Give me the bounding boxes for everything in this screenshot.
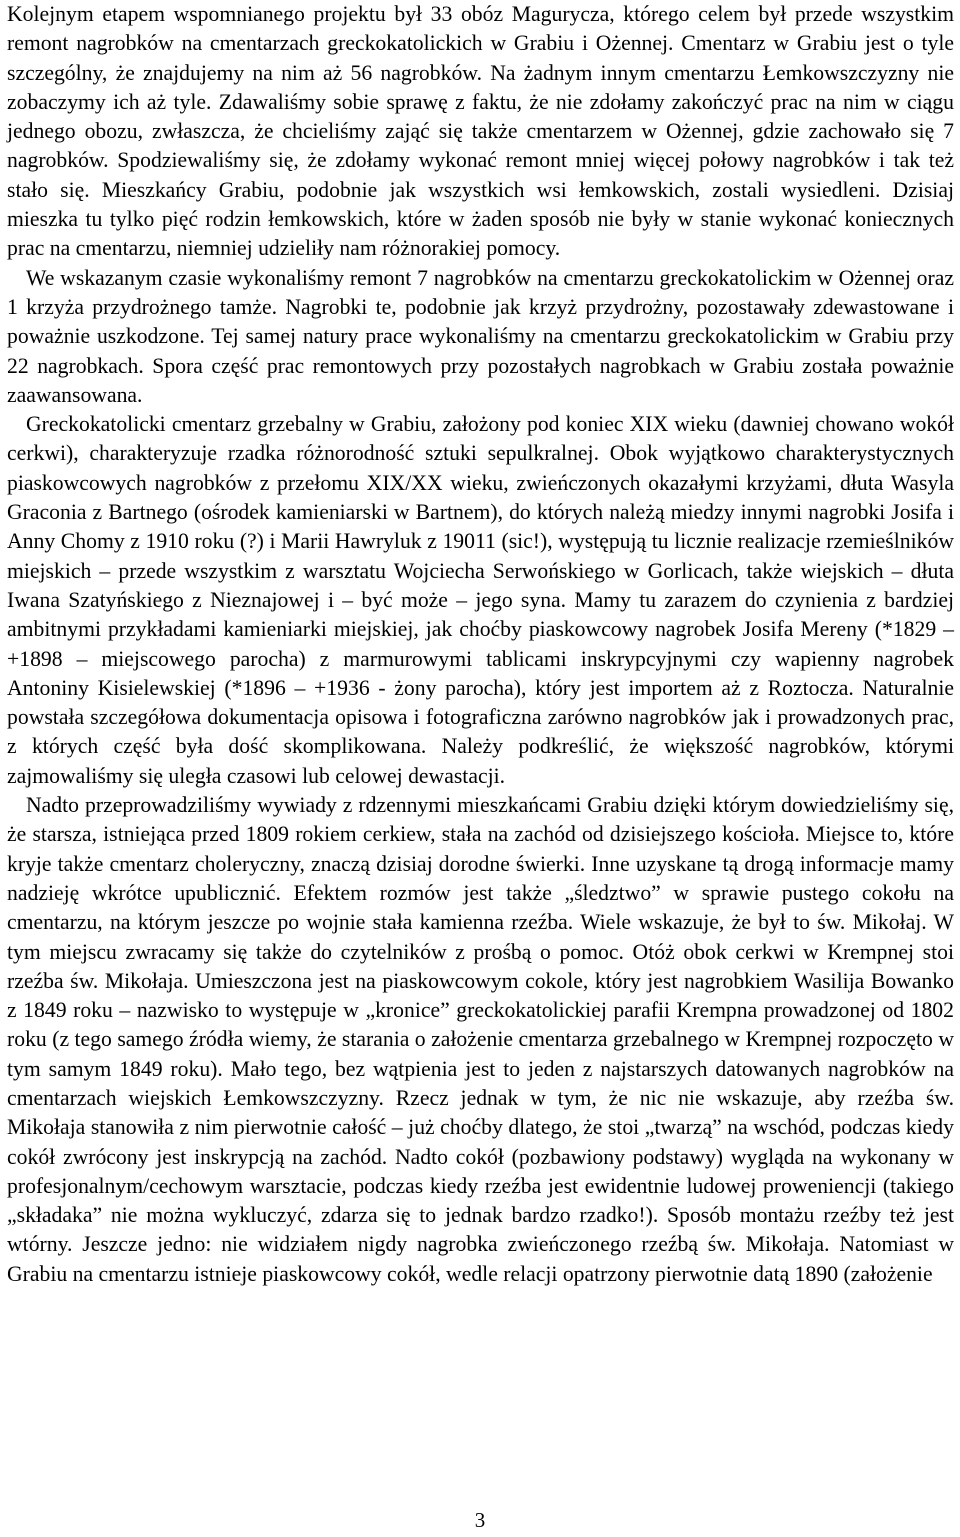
paragraph-works: We wskazanym czasie wykonaliśmy remont 7 nagrobków na cmentarzu greckokatolickim w Ożennej oraz 1 krzyża przydrożnego tamże. Nagrobki te, podobnie jak krzyż przydrożny, pozostawały zdewastowane i poważnie uszkodzone. Tej samej natury prace wykonaliśmy na cmentarzu greckokatolickim w Grabiu przy 22 nagrobkach. Spora część prac remontowych przy pozostałych nagrobkach w Grabiu została poważnie zaawansowana. xyxy=(7,265,954,407)
paragraph-cemetery: Greckokatolicki cmentarz grzebalny w Grabiu, założony pod koniec XIX wieku (dawniej chowano wokół cerkwi), charakteryzuje rzadka różnorodność sztuki sepulkralnej. Obok wyjątkowo charakterystycznych piaskowcowych nagrobków z przełomu XIX/XX wieku, zwieńczonych okazałymi krzyżami, dłuta Wasyla Graconia z Bartnego (ośrodek kamieniarski w Bartnem), do których należą miedzy innymi nagrobki Josifa i Anny Chomy z 1910 roku (?) i Marii Hawryluk z 19011 (sic!), występują tu licznie realizacje rzemieślników miejskich – przede wszystkim z warsztatu Wojciecha Serwońskiego w Gorlicach, także wiejskich – dłuta Iwana Szatyńskiego z Nieznajowej i – być może – jego syna. Mamy tu zarazem do czynienia z bardziej ambitnymi przykładami kamieniarki miejskiej, jak choćby piaskowcowy nagrobek Josifa Mereny (*1829 – +1898 – miejscowego parocha) z marmurowymi tablicami inskrypcyjnymi czy wapienny nagrobek Antoniny Kisielewskiej (*1896 – +1936 - żony parocha), który jest importem aż z Roztocza. Naturalnie powstała szczegółowa dokumentacja opisowa i fotograficzna zarówno nagrobków jak i prowadzonych prac, z których część była dość skomplikowana. Należy podkreślić, że większość nagrobków, którymi zajmowaliśmy się uległa czasowi lub celowej dewastacji. xyxy=(7,412,954,788)
paragraph-intro: Kolejnym etapem wspomnianego projektu był 33 obóz Magurycza, którego celem był przede wszystkim remont nagrobków na cmentarzach greckokatolickich w Grabiu i Ożennej. Cmentarz w Grabiu jest o tyle szczególny, że znajdujemy na nim aż 56 nagrobków. Na żadnym innym cmentarzu Łemkowszczyzny nie zobaczymy ich aż tyle. Zdawaliśmy sobie sprawę z faktu, że nie zdołamy zakończyć prac na nim w ciągu jednego obozu, zwłaszcza, że chcieliśmy zająć się także cmentarzem w Ożennej, gdzie zachowało się 7 nagrobków. Spodziewaliśmy się, że zdołamy wykonać remont mniej więcej połowy nagrobków i tak też stało się. Mieszkańcy Grabiu, podobnie jak wszystkich wsi łemkowskich, zostali wysiedleni. Dzisiaj mieszka tu tylko pięć rodzin łemkowskich, które w żaden sposób nie były w stanie wykonać koniecznych prac na cmentarzu, niemniej udzieliły nam różnorakiej pomocy. xyxy=(7,2,954,261)
paragraph-interviews: Nadto przeprowadziliśmy wywiady z rdzennymi mieszkańcami Grabiu dzięki którym dowiedzieliśmy się, że starsza, istniejąca przed 1809 rokiem cerkiew, stała na zachód od dzisiejszego kościoła. Miejsce to, które kryje także cmentarz choleryczny, znaczą dzisiaj dorodne świerki. Inne uzyskane tą drogą informacje mamy nadzieję wkrótce upublicznić. Efektem rozmów jest także „śledztwo” w sprawie pustego cokołu na cmentarzu, na którym jeszcze po wojnie stała kamienna rzeźba. Wiele wskazuje, że był to św. Mikołaj. W tym miejscu zwracamy się także do czytelników z prośbą o pomoc. Otóż obok cerkwi w Krempnej stoi rzeźba św. Mikołaja. Umieszczona jest na piaskowcowym cokole, który jest nagrobkiem Wasilija Bowanko z 1849 roku – nazwisko to występuje w „kronice” greckokatolickiej parafii Krempna prowadzonej od 1802 roku (z tego samego źródła wiemy, że starania o założenie cmentarza grzebalnego w Krempnej rozpoczęto w tym samym 1849 roku). Mało tego, bez wątpienia jest to jeden z najstarszych datowanych nagrobków na cmentarzach wiejskich Łemkowszczyzny. Rzecz jednak w tym, że nic nie wskazuje, aby rzeźba św. Mikołaja stanowiła z nim pierwotnie całość – już choćby dlatego, że stoi „twarzą” na wschód, podczas kiedy cokół zwrócony jest inskrypcją na zachód. Nadto cokół (pozbawiony podstawy) wygląda na wykonany w profesjonalnym/cechowym warsztacie, podczas kiedy rzeźba jest ewidentnie ludowej proweniencji (takiego „składaka” nie można wykluczyć, zdarza się to jednak bardzo rzadko!). Sposób montażu rzeźby też jest wtórny. Jeszcze jedno: nie widziałem nigdy nagrobka zwieńczonego rzeźbą św. Mikołaja. Natomiast w Grabiu na cmentarzu istnieje piaskowcowy cokół, wedle relacji opatrzony pierwotnie datą 1890 (założenie xyxy=(7,793,954,1286)
page-number: 3 xyxy=(474,1508,486,1532)
document-body xyxy=(7,0,954,1289)
